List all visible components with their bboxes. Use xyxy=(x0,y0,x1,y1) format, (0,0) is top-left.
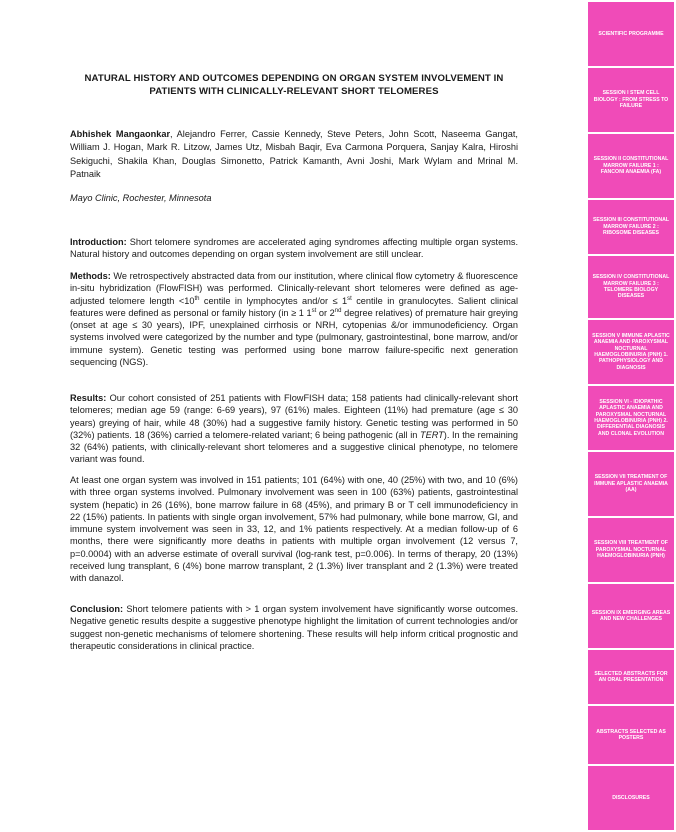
results-text-a: Our cohort consisted of 251 patients with FlowFISH data; 158 patients had clinically-relevant short telomeres; median age 59 (range: 6-69 years), 97 (61%) males. Eighteen (11%) had premature (age ≤ 30 years) greying of hair, while 48 (30%) had a suggestive family history. Genetic testing was performed in 50 (32%) patients. 18 (36%) carried a telomere-related variant; 6 being pathogenic (all in xyxy=(70,393,518,440)
conclusion-text: Short telomere patients with > 1 organ system involvement have significantly worse outcomes. Negative genetic results despite a suggestive phenotype highlight the limitation of current technologies and/or suggest non-genetic mechanisms of telomere shortening. These results will help inform critical prognostic and therapeutic considerations in clinical practice. xyxy=(70,604,518,651)
results-gene: TERT xyxy=(419,429,444,440)
nav-session-6[interactable]: SESSION VI - IDIOPATHIC APLASTIC ANAEMIA AND PAROXYSMAL NOCTURNAL HAEMOGLOBINURIA (PNH) 2. DIFFERENTIAL DIAGNOSIS AND CLONAL EVOLUTION xyxy=(588,386,674,450)
nav-session-7[interactable]: SESSION VII TREATMENT OF IMMUNE APLASTIC ANAEMIA (AA) xyxy=(588,452,674,516)
nav-scientific-programme[interactable]: SCIENTIFIC PROGRAMME xyxy=(588,2,674,66)
methods-sup-4: nd xyxy=(334,307,342,314)
methods-text-d: or 2 xyxy=(316,307,335,318)
conclusion-section xyxy=(70,603,518,652)
nav-session-2[interactable]: SESSION II CONSTITUTIONAL MARROW FAILURE 1 : FANCONI ANAEMIA (FA) xyxy=(588,134,674,198)
nav-selected-abstracts-oral[interactable]: SELECTED ABSTRACTS FOR AN ORAL PRESENTATION xyxy=(588,650,674,704)
affiliation: Mayo Clinic, Rochester, Minnesota xyxy=(70,193,212,203)
results-text-b: ). In the remaining 32 (64%) patients, with clinically-relevant short telomeres and a suggestive clinical phenotype, no telomere variant was found. xyxy=(70,429,518,465)
methods-text-b: centile in lymphocytes and/or ≤ 1 xyxy=(199,295,348,306)
nav-session-5[interactable]: SESSION V IMMUNE APLASTIC ANAEMIA AND PAROXYSMAL NOCTURNAL HAEMOGLOBINURIA (PNH) 1. PATHOPHYSIOLOGY AND DIAGNOSIS xyxy=(588,320,674,384)
nav-session-1[interactable]: SESSION I STEM CELL BIOLOGY : FROM STRESS TO FAILURE xyxy=(588,68,674,132)
author-list xyxy=(70,128,518,180)
methods-sup-2: st xyxy=(347,295,352,302)
nav-session-3[interactable]: SESSION III CONSTITUTIONAL MARROW FAILURE 2 : RIBOSOME DISEASES xyxy=(588,200,674,254)
methods-text-e: degree relatives) of premature hair greying (onset at age ≤ 30 years), IPF, unexplained cirrhosis or NRH, cytopenias &/or immunodeficiency. Organ systems involved were categorized by the number and type (pulmonary, gastrointestinal, bone marrow, and/or immune system). Genetic testing was performed using bone marrow failure-specific next generation sequencing (NGS). xyxy=(70,307,518,368)
methods-text-a: We retrospectively abstracted data from our institution, where clinical flow cytometry & fluorescence in-situ hybridization (FlowFISH) was performed. Clinically-relevant short telomeres were defined as age-adjusted telomere length <10 xyxy=(70,271,518,306)
methods-text-c: centile in granulocytes. Salient clinical features were defined as personal or family history (in ≥ 1 1 xyxy=(70,295,518,318)
introduction-label: Introduction: xyxy=(70,237,127,247)
methods-label: Methods: xyxy=(70,271,111,281)
navigation-sidebar xyxy=(586,0,676,832)
introduction-text: Short telomere syndromes are accelerated aging syndromes affecting multiple organ systems. Natural history and outcomes depending on organ system involvement are still unclear. xyxy=(70,237,518,260)
nav-session-8[interactable]: SESSION VIII TREATMENT OF PAROXYSMAL NOCTURNAL HAEMOGLOBINURIA (PNH) xyxy=(588,518,674,582)
first-author: Abhishek Mangaonkar xyxy=(70,129,171,139)
abstract-title: NATURAL HISTORY AND OUTCOMES DEPENDING ON ORGAN SYSTEM INVOLVEMENT IN PATIENTS WITH CLINICALLY-RELEVANT SHORT TELOMERES xyxy=(84,73,504,97)
nav-disclosures[interactable]: DISCLOSURES xyxy=(588,766,674,830)
results-section xyxy=(70,392,518,466)
methods-sup-3: st xyxy=(311,307,317,314)
results-continued: At least one organ system was involved in 151 patients; 101 (64%) with one, 40 (25%) with two, and 10 (6%) with three organ systems involved. Pulmonary involvement was seen in 100 (63%) patients, gastrointestinal system (hepatic) in 26 (16%), bone marrow failure in 68 (45%), and primary B or T cell immunodeficiency in 22 (15%) patients. In patients with single organ involvement, 57% had pulmonary, while bone marrow, GI, and immune system involvement was seen in 33, 12, and 1% patients respectively. At a median follow-up of 6 months, there were significantly more deaths in patients with multiple organ involvement (12 versus 7, p=0.0004) with an adverse estimate of overall survival (log-rank test, p=0.006). In terms of therapy, 20 (13%) received lung transplant, 6 (4%) bone marrow transplant, 2 (1.3%) liver transplant and 2 (1.3%) were treated with danazol. xyxy=(70,475,518,584)
methods-section xyxy=(70,270,518,368)
conclusion-label: Conclusion: xyxy=(70,604,124,614)
nav-session-4[interactable]: SESSION IV CONSTITUTIONAL MARROW FAILURE 3 : TELOMERE BIOLOGY DISEASES xyxy=(588,256,674,318)
introduction-section xyxy=(70,236,518,261)
other-authors: , Alejandro Ferrer, Cassie Kennedy, Steve Peters, John Scott, Naseema Gangat, William J. Hogan, Mark R. Litzow, James Utz, Misbah Baqir, Eva Carmona Porquera, Sanjay Kalra, Hiroshi Sekiguchi, Shakila Khan, Douglas Simonetto, Patrick Kamanth, Avni Joshi, Mark Wylam and Mrinal M. Patnaik xyxy=(70,129,518,180)
results-label: Results: xyxy=(70,393,107,403)
nav-abstracts-posters[interactable]: ABSTRACTS SELECTED AS POSTERS xyxy=(588,706,674,764)
nav-session-9[interactable]: SESSION IX EMERGING AREAS AND NEW CHALLENGES xyxy=(588,584,674,648)
methods-sup-1: th xyxy=(194,295,200,302)
